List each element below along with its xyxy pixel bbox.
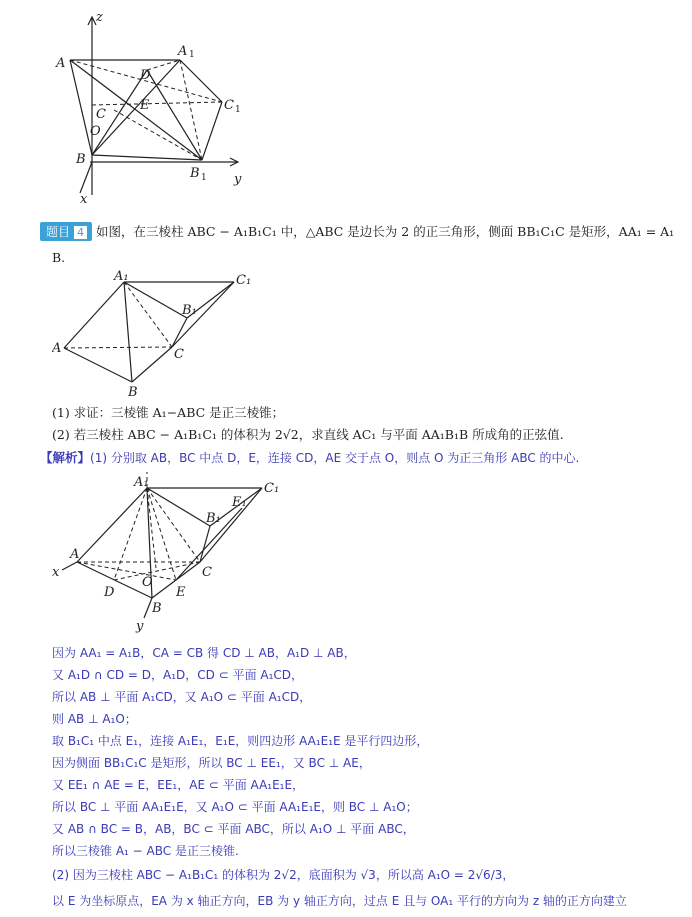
point-B1-subscript: 1 <box>201 173 207 183</box>
question-2: (2) 若三棱柱 ABC − A₁B₁C₁ 的体积为 2√2，求直线 AC₁ 与平面 AA₁B₁B 所成角的正弦值. <box>52 427 564 442</box>
point-B1-label: B <box>190 166 200 181</box>
solution-line: 以 E 为坐标原点，EA 为 x 轴正方向，EB 为 y 轴正方向，过点 E 且与 OA₁ 平行的方向为 z 轴的正方向建立 <box>52 894 627 908</box>
problem-text-line1: 如图，在三棱柱 ABC − A₁B₁C₁ 中，△ABC 是边长为 2 的正三角形，侧面 BB₁C₁C 是矩形，AA₁ = A₁ <box>96 224 675 239</box>
fig3-B-label: B <box>152 601 162 616</box>
fig3-D-label: D <box>104 585 115 600</box>
figure-prism <box>52 270 262 400</box>
axis-y-label: y <box>234 172 242 187</box>
solution-line: 因为侧面 BB₁C₁C 是矩形，所以 BC ⊥ EE₁，又 BC ⊥ AE， <box>52 756 371 770</box>
analysis-tag: 【解析】 <box>40 450 91 465</box>
problem-number: 4 <box>73 225 88 240</box>
point-D-label: D <box>140 68 151 83</box>
axis-x-label: x <box>80 192 88 205</box>
fig2-C-label: C <box>174 347 184 362</box>
fig3-E-label: E <box>176 585 186 600</box>
point-O-label: O <box>90 124 101 139</box>
solution-line: (2) 因为三棱柱 ABC − A₁B₁C₁ 的体积为 2√2，底面积为 √3，所以高 A₁O = 2√6/3， <box>52 868 515 882</box>
solution-line: 又 EE₁ ∩ AE = E，EE₁，AE ⊂ 平面 AA₁E₁E， <box>52 778 305 792</box>
fig3-E1-label: E₁ <box>232 495 247 510</box>
solution-line: 取 B₁C₁ 中点 E₁，连接 A₁E₁，E₁E，则四边形 AA₁E₁E 是平行四边形， <box>52 734 429 748</box>
point-B-label: B <box>76 152 86 167</box>
fig2-C1-label: C₁ <box>236 273 252 288</box>
analysis-intro-line <box>40 448 579 466</box>
point-A1-label: A <box>178 44 188 59</box>
fig3-O-label: O <box>142 575 153 590</box>
fig2-A1-label: A₁ <box>114 270 129 284</box>
fig3-B1-label: B₁ <box>206 511 221 526</box>
fig3-C-label: C <box>202 565 212 580</box>
question-1: (1) 求证：三棱锥 A₁−ABC 是正三棱锥； <box>52 405 285 420</box>
solution-line: 所以三棱锥 A₁ − ABC 是正三棱锥. <box>52 844 239 858</box>
solution-line: 因为 AA₁ = A₁B，CA = CB 得 CD ⊥ AB，A₁D ⊥ AB， <box>52 646 356 660</box>
fig3-y-label: y <box>136 619 144 634</box>
solution-line: 所以 AB ⊥ 平面 A₁CD，又 A₁O ⊂ 平面 A₁CD， <box>52 690 312 704</box>
solution-line: 又 AB ∩ BC = B，AB，BC ⊂ 平面 ABC，所以 A₁O ⊥ 平面 ABC， <box>52 822 415 836</box>
solution-line: 所以 BC ⊥ 平面 AA₁E₁E，又 A₁O ⊂ 平面 AA₁E₁E，则 BC ⊥ A₁O； <box>52 800 418 814</box>
fig3-x-label: x <box>52 565 60 580</box>
point-C1-label: C <box>224 98 234 113</box>
axis-z-label: z <box>96 10 103 25</box>
problem-line-1 <box>40 222 674 241</box>
fig3-C1-label: C₁ <box>264 481 280 496</box>
solution-line: 则 AB ⊥ A₁O； <box>52 712 137 726</box>
point-A-label: A <box>56 56 66 71</box>
fig2-B1-label: B₁ <box>182 303 197 318</box>
problem-text-line2: B. <box>52 250 66 265</box>
problem-badge: 题目 4 <box>40 222 92 241</box>
figure-prism-coordinates <box>52 5 252 205</box>
solution-line: 又 A₁D ∩ CD = D，A₁D，CD ⊂ 平面 A₁CD， <box>52 668 304 682</box>
analysis-intro: (1) 分别取 AB，BC 中点 D，E，连接 CD，AE 交于点 O，则点 O 为正三角形 ABC 的中心. <box>90 451 580 465</box>
point-C1-subscript: 1 <box>235 105 241 115</box>
fig3-A1-label: A₁ <box>134 475 149 490</box>
fig2-A-label: A <box>52 341 62 356</box>
fig3-A-label: A <box>70 547 80 562</box>
point-E-label: E <box>140 98 150 113</box>
figure-prism-solution <box>52 470 282 635</box>
point-C-label: C <box>96 107 106 122</box>
fig2-B-label: B <box>128 385 138 400</box>
point-A1-subscript: 1 <box>189 50 195 60</box>
